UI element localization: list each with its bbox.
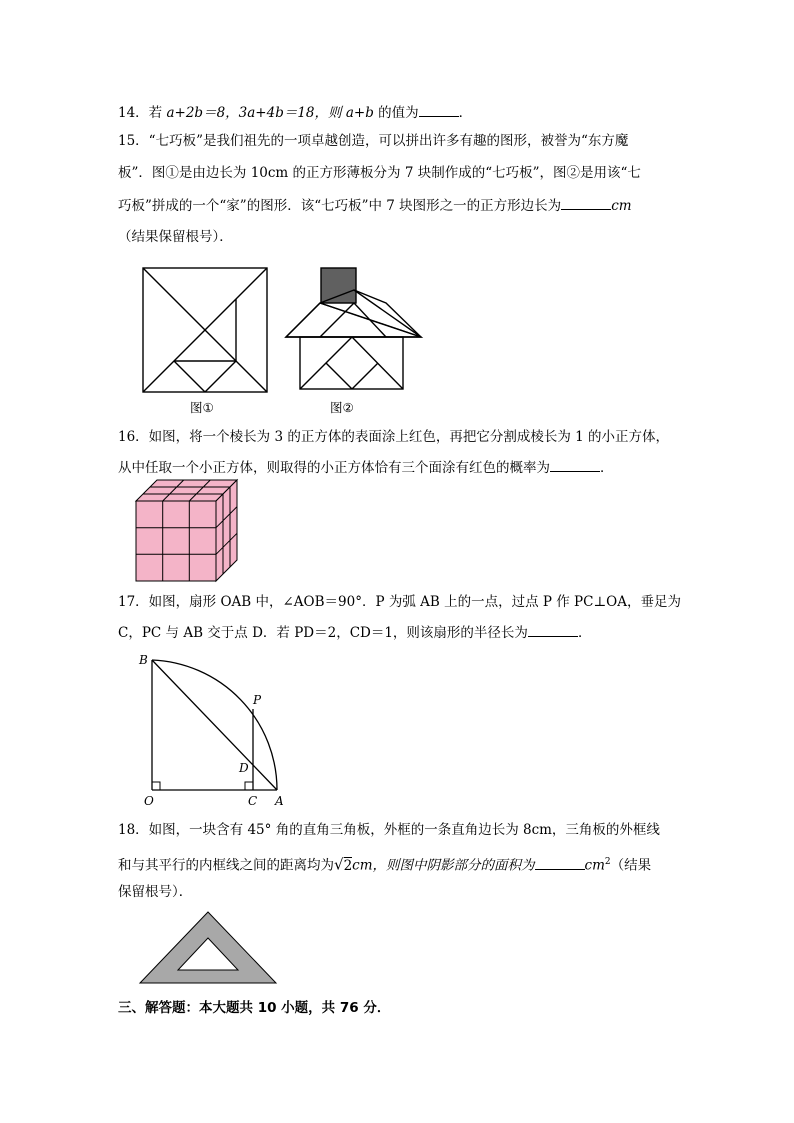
q17-end: ． — [577, 625, 592, 641]
tangram-figure-1 — [143, 268, 267, 392]
q14-conditions: a+2b＝8，3a+4b＝18，则 — [166, 105, 346, 121]
answer-blank — [535, 855, 585, 870]
answer-blank — [550, 457, 600, 472]
q16-line-2-text: 从中任取一个小正方体，则取得的小正方体恰有三个面涂有红色的概率为 — [118, 460, 550, 476]
q14-end: ． — [458, 105, 473, 121]
q16-line-1: 16．如图，将一个棱长为 3 的正方体的表面涂上红色，再把它分割成棱长为 1 的小正方体， — [118, 429, 670, 445]
label-P: P — [253, 693, 262, 707]
figure-2-caption: 图② — [330, 400, 354, 415]
cube-figure — [136, 480, 240, 582]
triangle-ruler-figure — [138, 910, 278, 986]
q15-line-3-text: 巧板”拼成的一个“家”的图形．该“七巧板”中 7 块图形之一的正方形边长为 — [118, 198, 562, 214]
answer-blank — [419, 102, 459, 117]
answer-blank — [528, 622, 578, 637]
q18-unit: cm — [584, 857, 605, 874]
label-A: A — [275, 794, 284, 808]
dark-square — [321, 268, 356, 303]
sqrt-symbol: √ — [334, 855, 344, 874]
q18-line-1: 18．如图，一块含有 45° 角的直角三角板，外框的一条直角边长为 8cm，三角板的外框线 — [118, 822, 660, 838]
q17-line-2 — [118, 622, 591, 643]
q14-expression: a+b — [345, 105, 374, 121]
q16-line-2 — [118, 457, 614, 478]
q18-line-3: 保留根号）． — [118, 884, 193, 900]
q18-line-2-text-a: 和与其平行的内框线之间的距离均为 — [118, 857, 334, 874]
q17-line-1: 17．如图，扇形 OAB 中，∠AOB＝90°．P 为弧 AB 上的一点，过点 P 作 PC⊥OA，垂足为 — [118, 594, 681, 610]
answer-blank — [561, 195, 611, 210]
q18-unit-sup: 2 — [604, 857, 611, 867]
q18-line-2-text-b: cm，则图中阴影部分的面积为 — [352, 857, 535, 874]
figure-1-caption: 图① — [190, 400, 214, 415]
q15-unit: cm — [611, 198, 632, 214]
label-O: O — [144, 794, 154, 808]
q15-line-4: （结果保留根号）． — [118, 229, 233, 245]
q15-line-2: 板”．图①是由边长为 10cm 的正方形薄板分为 7 块制作成的“七巧板”，图②是用该“七 — [118, 165, 641, 181]
label-D: D — [239, 761, 249, 775]
q18-line-2 — [118, 852, 651, 876]
tangram-figure-2 — [283, 268, 425, 392]
section-3-title: 三、解答题：本大题共 10 小题，共 76 分． — [118, 1000, 391, 1016]
q14-prefix: 14．若 — [118, 105, 167, 121]
q18-line-2-text-c: （结果 — [610, 857, 652, 874]
cube-front-face — [136, 501, 216, 581]
question-14 — [118, 102, 472, 123]
q15-line-3 — [118, 195, 632, 216]
q14-text: 的值为 — [373, 105, 419, 121]
q15-line-1: 15．“七巧板”是我们祖先的一项卓越创造，可以拼出许多有趣的图形，被誉为“东方魔 — [118, 133, 629, 149]
sector-figure — [138, 650, 288, 810]
q16-end: ． — [600, 460, 614, 476]
label-C: C — [248, 794, 258, 808]
sqrt-radicand: 2 — [343, 857, 353, 874]
q17-line-2-text: C，PC 与 AB 交于点 D．若 PD＝2，CD＝1，则该扇形的半径长为 — [118, 625, 528, 641]
label-B: B — [139, 653, 148, 667]
